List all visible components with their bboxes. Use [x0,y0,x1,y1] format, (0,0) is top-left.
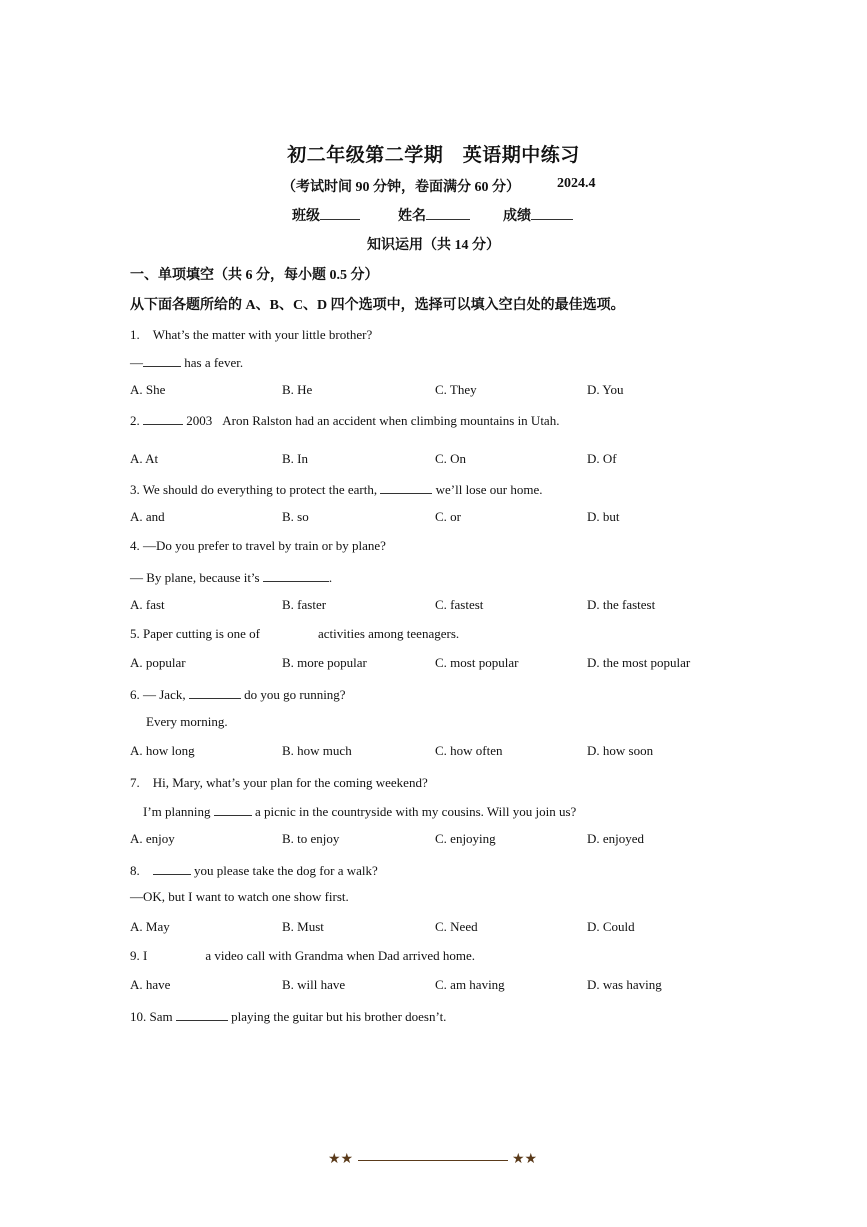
option-3c[interactable]: C. or [435,509,461,524]
option-2b[interactable]: B. In [282,451,308,466]
part-heading: 知识运用（共 14 分） [367,238,500,253]
option-6c[interactable]: C. how often [435,743,503,758]
option-4b[interactable]: B. faster [282,597,327,612]
option-9b[interactable]: B. will have [282,977,346,992]
question-7-stem: 7. Hi, Mary, what’s your plan for the coming weekend? [130,775,428,790]
option-7b[interactable]: B. to enjoy [282,831,340,846]
option-1a[interactable]: A. She [130,382,166,397]
answer-blank[interactable] [153,861,191,875]
question-1-answer-line: — has a fever. [130,355,244,370]
question-4-stem: 4. —Do you prefer to travel by train or by plane? [130,538,386,553]
answer-blank[interactable] [176,1007,228,1021]
question-8-stem: 8. you please take the dog for a walk? [130,863,378,878]
option-4c[interactable]: C. fastest [435,597,484,612]
option-3b[interactable]: B. so [282,509,309,524]
option-5d[interactable]: D. the most popular [587,655,691,670]
option-6d[interactable]: D. how soon [587,743,654,758]
exam-date: 2024.4 [557,176,596,191]
answer-blank[interactable] [380,480,432,494]
question-6-answer-line: Every morning. [146,714,228,729]
option-7d[interactable]: D. enjoyed [587,831,645,846]
exam-info: （考试时间 90 分钟，卷面满分 60 分） [282,180,520,195]
option-8a[interactable]: A. May [130,919,170,934]
class-label: 班级 [292,209,320,224]
option-9c[interactable]: C. am having [435,977,505,992]
score-blank[interactable] [531,205,573,220]
option-1c[interactable]: C. They [435,382,477,397]
question-7-answer-line: I’m planning a picnic in the countryside with my cousins. Will you join us? [143,804,577,819]
question-1-stem: 1. What’s the matter with your little brother? [130,327,373,342]
name-blank[interactable] [426,205,470,220]
option-7a[interactable]: A. enjoy [130,831,175,846]
option-5b[interactable]: B. more popular [282,655,367,670]
class-field[interactable] [292,205,360,225]
footer-star-icon-left: ★★ [328,1152,354,1167]
option-8c[interactable]: C. Need [435,919,478,934]
answer-blank[interactable] [263,568,329,582]
option-8d[interactable]: D. Could [587,919,635,934]
question-2-stem: 2. 2003 Aron Ralston had an accident when climbing mountains in Utah. [130,413,560,428]
option-2a[interactable]: A. At [130,451,159,466]
option-4d[interactable]: D. the fastest [587,597,656,612]
question-4-answer-line: — By plane, because it’s . [130,570,333,585]
section-instruction: 从下面各题所给的 A、B、C、D 四个选项中，选择可以填入空白处的最佳选项。 [130,298,625,313]
footer-divider [358,1160,508,1161]
option-4a[interactable]: A. fast [130,597,165,612]
page-title: 初二年级第二学期 英语期中练习 [287,145,580,166]
option-7c[interactable]: C. enjoying [435,831,496,846]
answer-blank[interactable] [214,802,252,816]
name-field[interactable] [398,205,470,225]
option-6b[interactable]: B. how much [282,743,352,758]
answer-blank[interactable] [143,353,181,367]
answer-blank[interactable] [189,685,241,699]
option-8b[interactable]: B. Must [282,919,324,934]
option-3a[interactable]: A. and [130,509,165,524]
option-9a[interactable]: A. have [130,977,171,992]
answer-blank[interactable] [143,411,183,425]
option-2d[interactable]: D. Of [587,451,617,466]
question-8-answer-line: —OK, but I want to watch one show first. [130,889,349,904]
option-9d[interactable]: D. was having [587,977,662,992]
class-blank[interactable] [320,205,360,220]
question-5-stem: 5. Paper cutting is one of activities among teenagers. [130,626,460,641]
question-10-stem: 10. Sam playing the guitar but his brother doesn’t. [130,1009,447,1024]
option-5a[interactable]: A. popular [130,655,186,670]
section-heading: 一、单项填空（共 6 分，每小题 0.5 分） [130,268,379,283]
footer-star-icon-right: ★★ [512,1152,538,1167]
option-3d[interactable]: D. but [587,509,620,524]
option-1b[interactable]: B. He [282,382,313,397]
option-6a[interactable]: A. how long [130,743,195,758]
score-field[interactable] [503,205,573,225]
option-2c[interactable]: C. On [435,451,467,466]
question-9-stem: 9. I a video call with Grandma when Dad arrived home. [130,948,475,963]
score-label: 成绩 [503,209,531,224]
question-3-stem: 3. We should do everything to protect the earth, we’ll lose our home. [130,482,543,497]
question-6-stem: 6. — Jack, do you go running? [130,687,346,702]
option-5c[interactable]: C. most popular [435,655,519,670]
name-label: 姓名 [398,209,426,224]
option-1d[interactable]: D. You [587,382,624,397]
